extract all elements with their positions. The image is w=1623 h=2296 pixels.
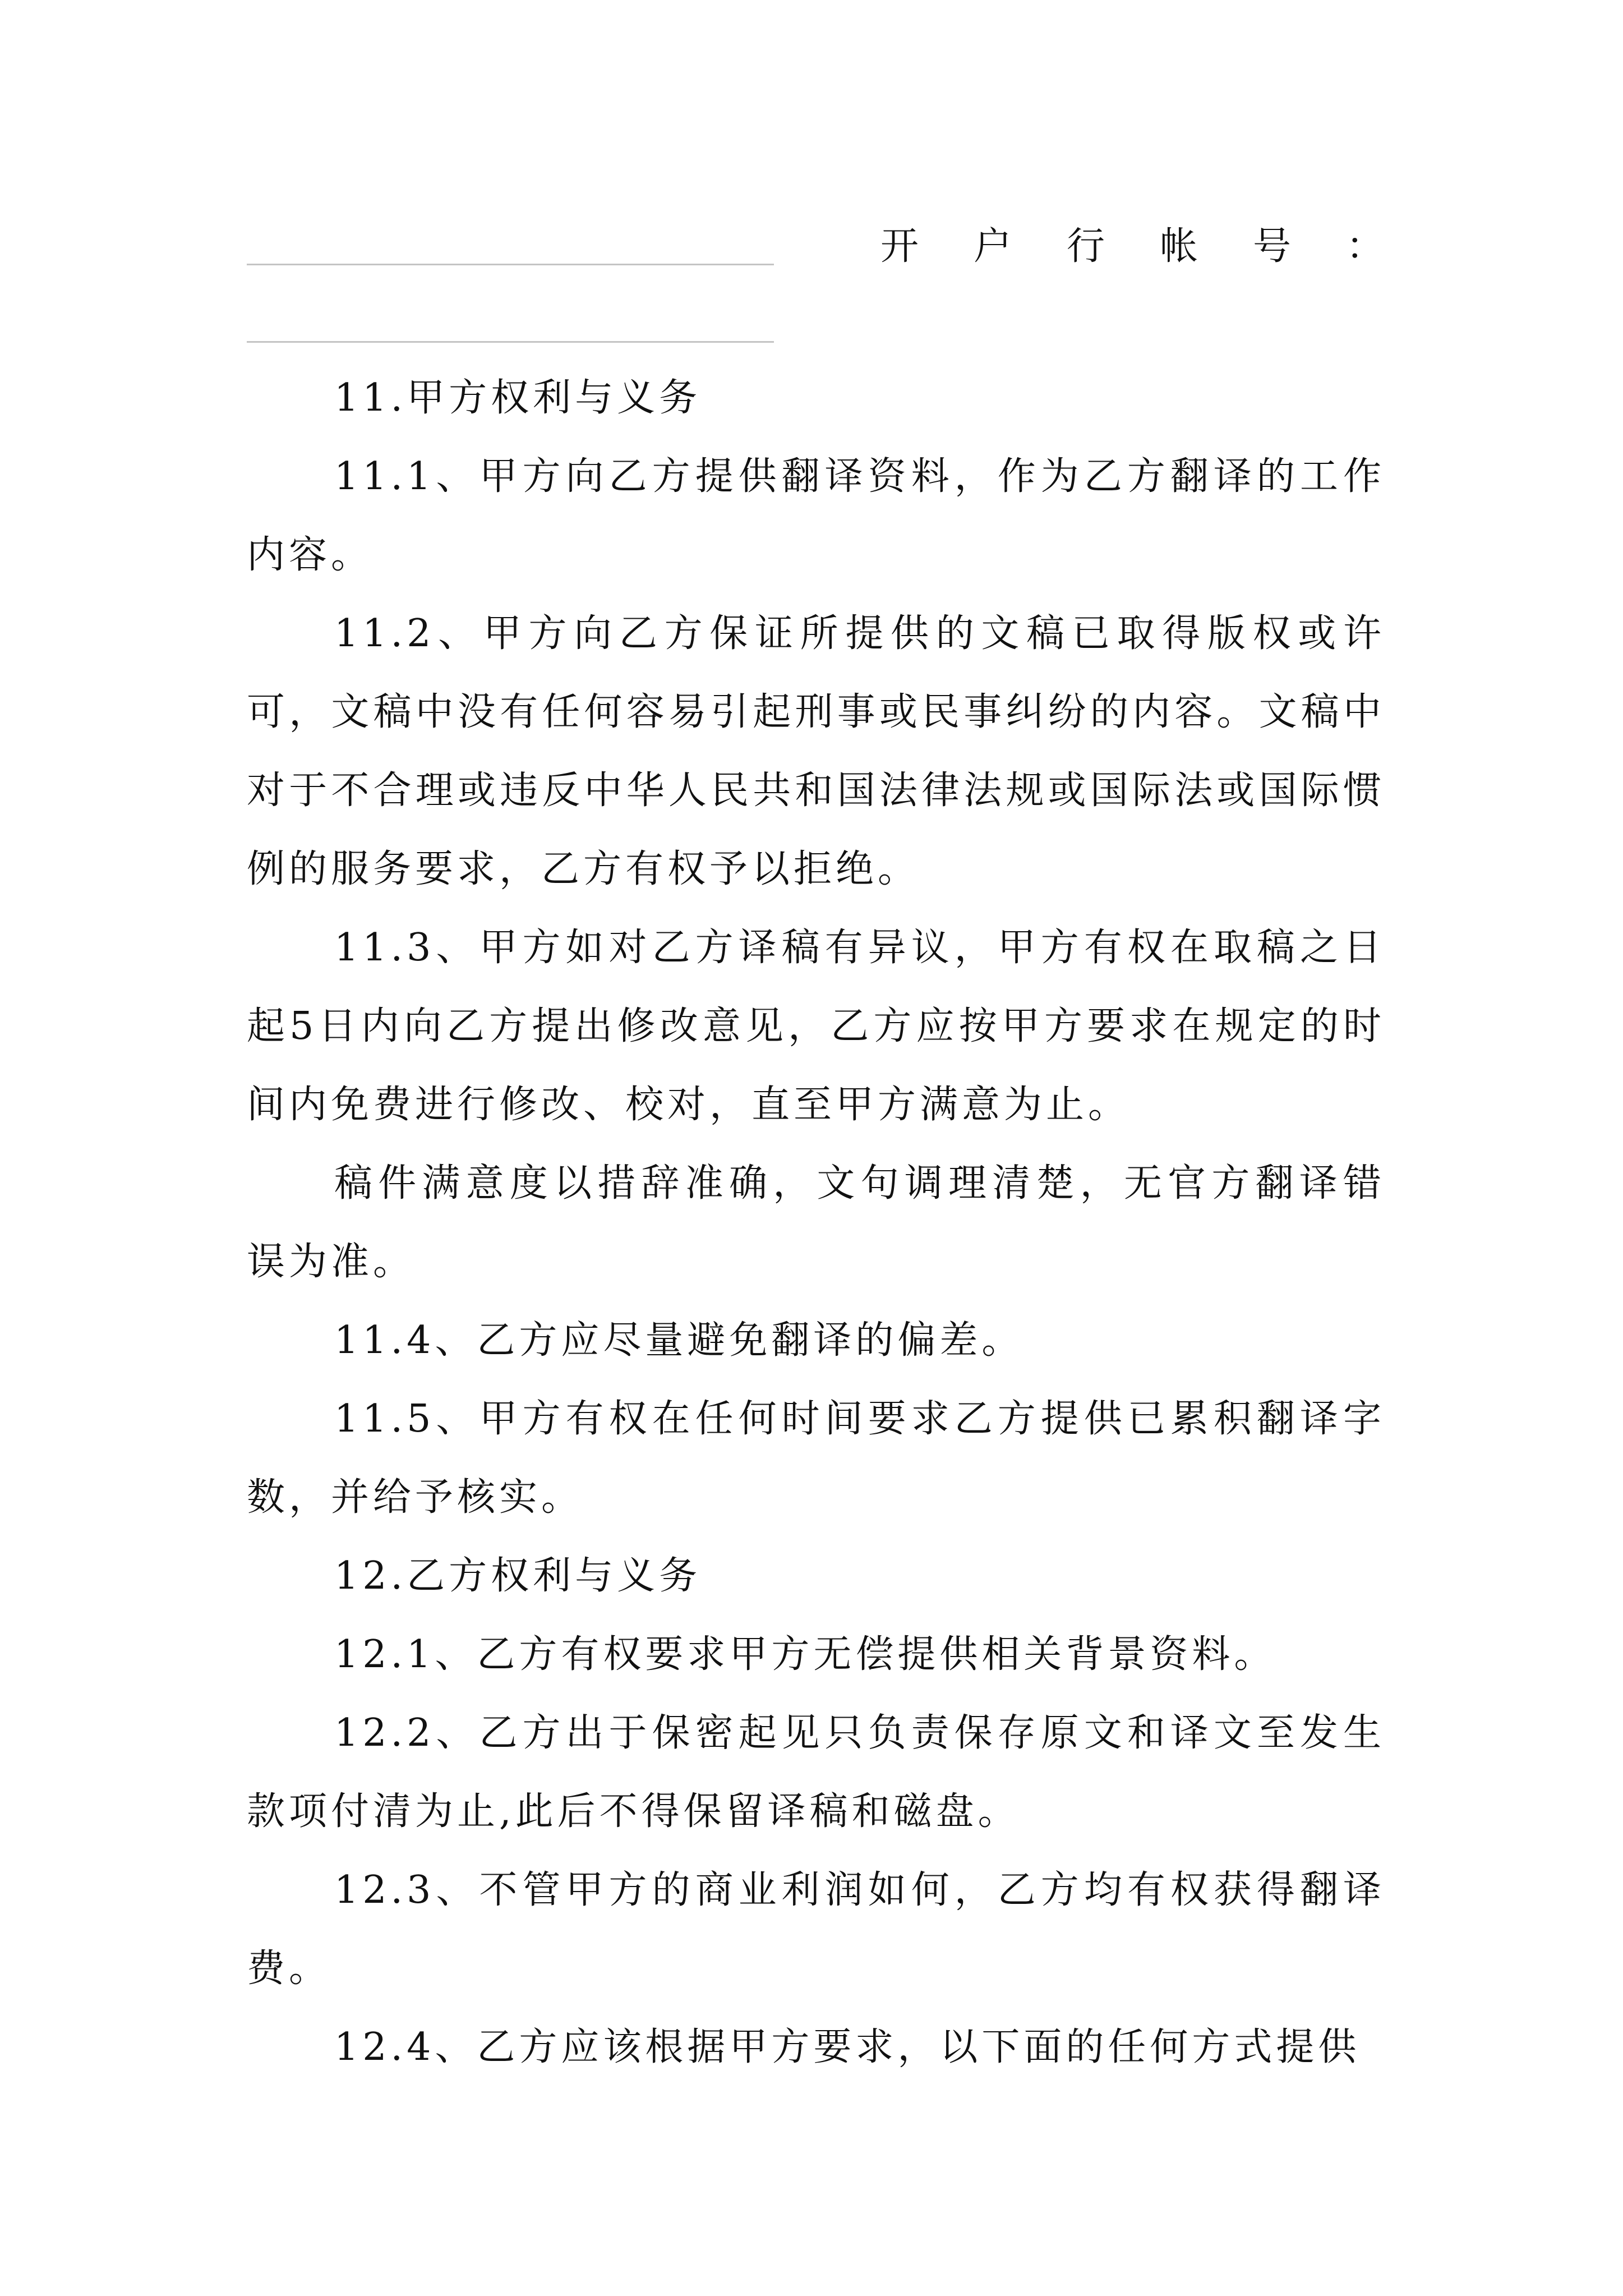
section-heading-party-a-rights: 11.甲方权利与义务 [334, 376, 702, 420]
clause-11-2: 11.2、甲方向乙方保证所提供的文稿已取得版权或许可，文稿中没有任何容易引起刑事或民事纠纷的内容。文稿中对于不合理或违反中华人民共和国法律法规或国际法或国际惯例的服务要求，乙方有权予以拒绝。 [247, 611, 1385, 891]
blank-fill-line [247, 264, 774, 265]
clause-12-2: 12.2、乙方出于保密起见只负责保存原文和译文至发生款项付清为止,此后不得保留译稿和磁盘。 [247, 1711, 1385, 1834]
clause-11-4: 11.4、乙方应尽量避免翻译的偏差。 [334, 1318, 1024, 1363]
clause-12-3: 12.3、不管甲方的商业利润如何，乙方均有权获得翻译费。 [247, 1868, 1385, 1991]
account-number-label: 开户行帐号： [880, 224, 1385, 269]
clause-12-4: 12.4、乙方应该根据甲方要求，以下面的任何方式提供 [334, 2025, 1361, 2069]
clause-11-5: 11.5、甲方有权在任何时间要求乙方提供已累积翻译字数，并给予核实。 [247, 1397, 1385, 1520]
blank-fill-line [247, 341, 774, 343]
contract-body [247, 359, 1385, 2087]
section-heading-party-b-rights: 12.乙方权利与义务 [334, 1554, 702, 1598]
clause-11-1: 11.1、甲方向乙方提供翻译资料，作为乙方翻译的工作内容。 [247, 454, 1385, 577]
clause-12-1: 12.1、乙方有权要求甲方无偿提供相关背景资料。 [334, 1632, 1276, 1677]
clause-11-3: 11.3、甲方如对乙方译稿有异议，甲方有权在取稿之日起5日内向乙方提出修改意见，乙方应按甲方要求在规定的时间内免费进行修改、校对，直至甲方满意为止。 [247, 926, 1385, 1127]
clause-satisfaction-standard: 稿件满意度以措辞准确，文句调理清楚，无官方翻译错误为准。 [247, 1161, 1385, 1284]
